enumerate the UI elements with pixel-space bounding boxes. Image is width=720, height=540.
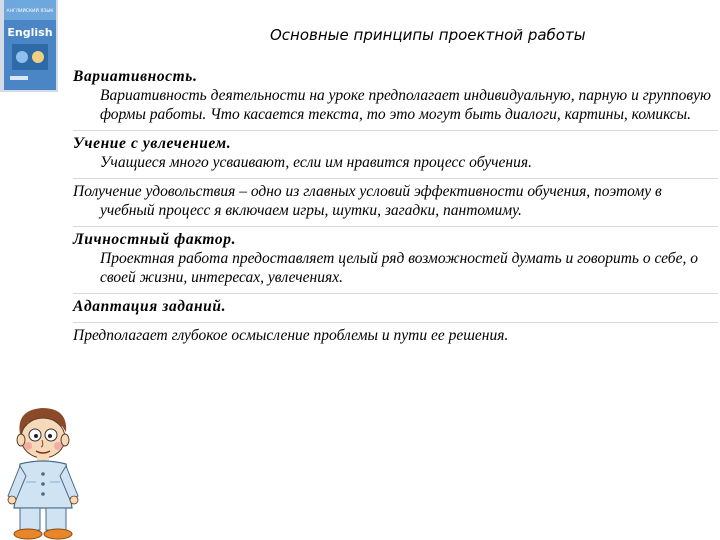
principle-item: [73, 226, 718, 293]
principle-heading: Адаптация заданий.: [73, 298, 227, 315]
principle-item: [73, 64, 718, 130]
cartoon-boy-icon: [6, 404, 82, 540]
principle-text: Вариативность деятельности на уроке предполагает индивидуальную, парную и групповую формы работы. Что касается текста, то это могут быть диалоги, картины, комиксы.: [100, 87, 711, 123]
principle-heading: Вариативность.: [73, 68, 198, 85]
principle-item: [73, 178, 718, 226]
principle-text: Предполагает глубокое осмысление проблемы и пути ее решения.: [73, 327, 509, 344]
page-title: Основные принципы проектной работы: [270, 26, 586, 44]
principle-text: Проектная работа предоставляет целый ряд возможностей думать и говорить о себе, о своей жизни, интересах, увлечениях.: [100, 250, 698, 286]
principle-item: [73, 130, 718, 178]
principle-text: Получение удовольствия – одно из главных условий эффективности обучения, поэтому в учебный процесс я включаем игры, шутки, загадки, пантомиму.: [73, 183, 662, 219]
book-label-top: АНГЛИЙСКИЙ ЯЗЫК: [6, 9, 54, 14]
principle-text: Учащиеся много усваивают, если им нравится процесс обучения.: [100, 154, 532, 171]
principle-item: [73, 322, 718, 351]
principles-list: [73, 64, 718, 351]
principle-heading: Личностный фактор.: [73, 231, 237, 248]
principle-heading: Учение с увлечением.: [73, 135, 232, 152]
textbook-cover-icon: [0, 0, 58, 92]
principle-item: [73, 293, 718, 322]
book-brand: English: [7, 26, 53, 39]
